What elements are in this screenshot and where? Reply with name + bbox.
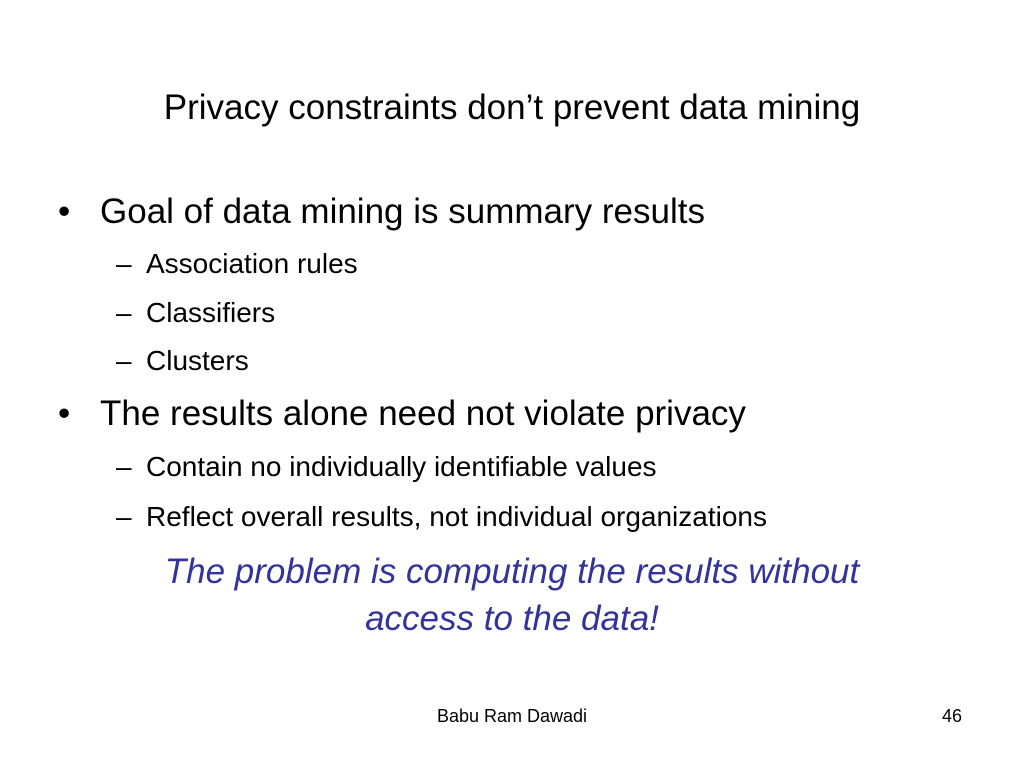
sub-bullet-text: Association rules (146, 248, 358, 279)
footer-author: Babu Ram Dawadi (436, 706, 588, 726)
bullet-mark: • (58, 192, 71, 231)
bullet-mark: • (58, 394, 71, 433)
sub-bullet-item (116, 295, 275, 331)
emphasis-text (0, 548, 1024, 642)
sub-bullet-item (116, 449, 657, 485)
sub-bullet-mark: – (116, 451, 132, 482)
sub-bullet-text: Reflect overall results, not individual organizations (146, 501, 767, 532)
sub-bullet-mark: – (116, 501, 132, 532)
emphasis-line: access to the data! (365, 599, 659, 638)
sub-bullet-mark: – (116, 345, 132, 376)
sub-bullet-item (116, 499, 767, 535)
page-number: 46 (941, 706, 962, 726)
sub-bullet-text: Contain no individually identifiable values (146, 451, 657, 482)
bullet-text: The results alone need not violate privacy (100, 394, 746, 433)
bullet-item (58, 392, 746, 436)
sub-bullet-mark: – (116, 297, 132, 328)
sub-bullet-text: Classifiers (146, 297, 276, 328)
emphasis-line: The problem is computing the results without (164, 552, 860, 591)
sub-bullet-text: Clusters (146, 345, 249, 376)
sub-bullet-item (116, 246, 358, 282)
bullet-item (58, 190, 705, 234)
sub-bullet-mark: – (116, 248, 132, 279)
slide-title: Privacy constraints don’t prevent data mining (163, 88, 861, 127)
bullet-text: Goal of data mining is summary results (100, 192, 705, 231)
sub-bullet-item (116, 343, 249, 379)
